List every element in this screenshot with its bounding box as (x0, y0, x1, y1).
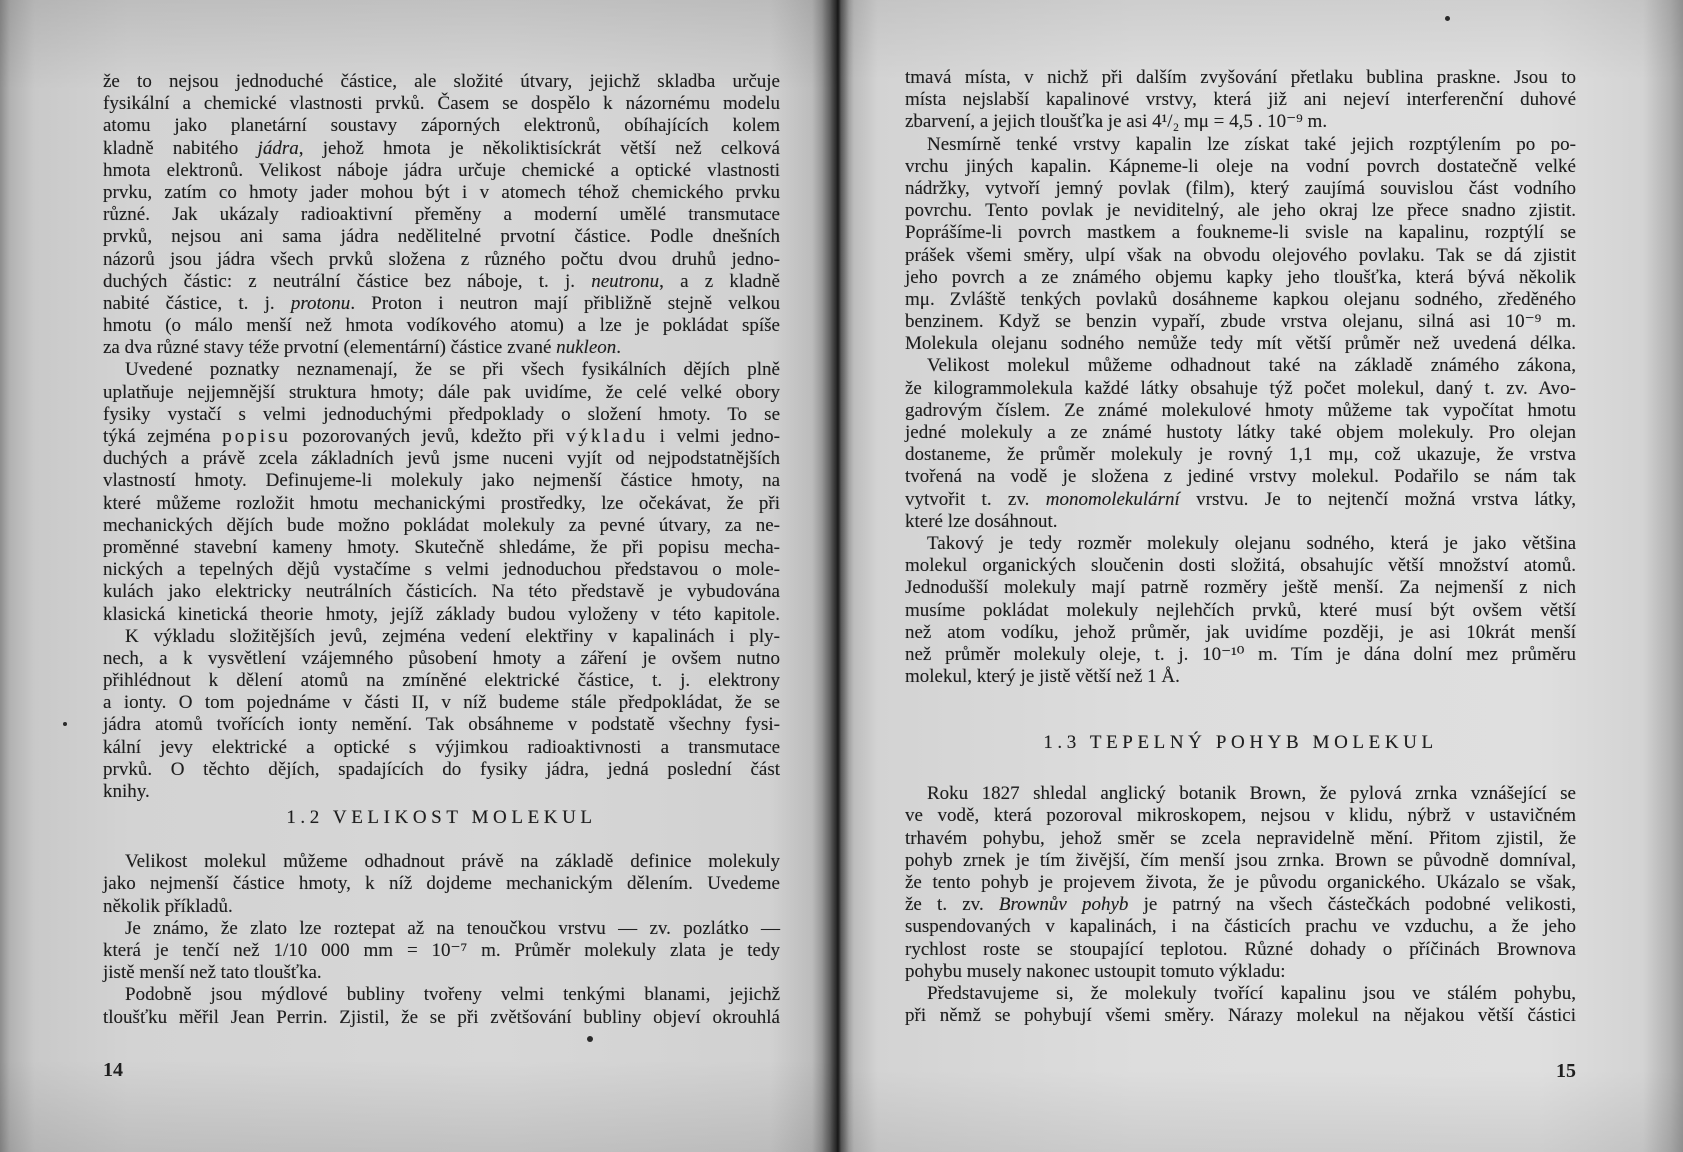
text-line: Velikost molekul můžeme odhadnout právě na základě definice molekuly (125, 851, 780, 873)
text-line: suspendovaných v kapalinách, i na částicích prachu ve vzduchu, a že jeho (905, 916, 1576, 938)
text-line: pohybu musely nakonec ustoupit tomuto výkladu: (905, 960, 1286, 982)
text-line: zbarvení, a jejich tloušťka je asi 4¹/₂ mμ = 4,5 . 10⁻⁹ m. (905, 111, 1328, 133)
text-line: že tento pohyb je projevem života, že je původu organického. Ukázalo se však, (905, 872, 1576, 893)
left-page-text (103, 71, 780, 1029)
text-line: gadrovým číslem. Ze známé molekulové hmoty můžeme tak vypočítat hmotu (905, 399, 1576, 421)
text-line: Poprášíme-li povrch mastkem a foukneme-li svisle na kapalinu, rozptýlí se (905, 222, 1576, 244)
gutter-shadow (822, 0, 854, 1152)
text-line: Velikost molekul můžeme odhadnout také na základě známého zákona, (927, 355, 1576, 377)
text-line: atomu jako planetární soustavy záporných elektronů, obíhajících kolem (103, 115, 780, 137)
text-run: za dva různé stavy téže prvotní (elementární) částice zvané (103, 337, 557, 359)
text-line: které lze dosáhnout. (905, 510, 1058, 532)
text-line: názorů jsou jádra všech prvků složena z různého počtu dvou druhů jedno- (103, 248, 780, 270)
text-line: několik příkladů. (103, 895, 233, 917)
text-line: která je tenčí než 1/10 000 mm = 10⁻⁷ m. Průměr molekuly zlata je tedy (103, 939, 780, 961)
italic-term: nukleon (556, 337, 617, 359)
italic-term: Brownův pohyb (998, 894, 1129, 916)
text-line: jádra atomů tvořících ionty nemění. Tak obsáhneme v podstatě všechny fysi- (103, 714, 780, 736)
section-heading: 1.3 TEPELNÝ POHYB MOLEKUL (1043, 732, 1438, 754)
text-run: , a z kladně (659, 270, 780, 292)
scan-speck (63, 722, 67, 726)
paragraph (103, 626, 780, 804)
text-line: Je známo, že zlato lze roztepat až na tenoučkou vrstvu — zv. pozlátko — (125, 917, 780, 939)
text-line: že to nejsou jednoduché částice, ale složité útvary, jejichž skladba určuje (103, 71, 780, 92)
text-line: fysiky vystačí s velmi jednoduchými předpoklady o složení hmoty. To se (103, 403, 780, 425)
text-line: jeho povrch a ze známého objemu kapky jeho tloušťka, která bývá několik (905, 266, 1576, 288)
right-page-text (905, 67, 1576, 1027)
text-line: jistě menší než tato tloušťka. (103, 962, 322, 984)
text-line: pohyb zrnek je tím živější, čím menší jsou zrnka. Brown se původně domníval, (905, 849, 1576, 871)
text-run: . (616, 337, 622, 359)
text-line: mμ. Zvláště tenkých povlaků dosáhneme kapkou olejanu sodného, zředěného (905, 288, 1576, 310)
text-line: hmotu (o málo menší než hmota vodíkového atomu) a lze je pokládat spíše (103, 315, 780, 337)
text-line: nech, a k vysvětlení vzájemného působení hmoty a záření je ovšem nutno (103, 647, 780, 669)
text-line (905, 489, 1576, 511)
spaced-emphasis: popisu (222, 426, 291, 447)
paragraph (905, 67, 1576, 134)
text-run: kladně nabitého (103, 137, 258, 159)
paragraph (905, 533, 1576, 688)
text-line: vlastností hmoty. Definujeme-li molekuly jako nejmenší částice hmoty, na (103, 470, 780, 492)
text-run: je patrný na všech částečkách podobné velikosti, (1128, 894, 1576, 916)
text-line: tloušťku měřil Jean Perrin. Zjistil, že se při zvětšování bubliny objeví okrouhlá (103, 1006, 780, 1028)
text-line: knihy. (103, 781, 150, 802)
text-line: kulách jako elektricky neutrálních částicích. Na této představě je vybudována (103, 581, 780, 603)
text-run: . Proton i neutron mají přibližně stejně velkou (350, 292, 780, 314)
text-line: kální jevy elektrické a optické s výjimkou radioaktivnosti a transmutace (103, 736, 780, 758)
italic-term: monomolekulární (1045, 488, 1180, 510)
text-line: molekul organických sloučenin dosti složitá, obsahujíc větší množství atomů. (905, 555, 1576, 577)
paragraph (103, 359, 780, 625)
text-run: , jehož hmota je několiktisíckrát větší než celková (298, 137, 780, 159)
text-line: molekul, který je jistě větší než 1 Å. (905, 666, 1180, 688)
text-line: povrchu. Tento povlak je neviditelný, ale jeho okraj lze přece snadno zjistit. (905, 200, 1576, 222)
right-page (838, 0, 1683, 1152)
paragraph (905, 783, 1576, 983)
paragraph (905, 134, 1576, 356)
text-run: duchých částic: z neutrální částice bez náboje, t. j. (103, 270, 592, 292)
text-line: než průměr molekuly oleje, t. j. 10⁻¹⁰ m. Tím je dána dolní mez průměru (905, 643, 1576, 665)
spaced-emphasis: výkladu (565, 426, 649, 447)
scan-speck (1445, 16, 1450, 21)
text-line: klasická kinetická theorie hmoty, jejíž základy budou vyloženy v této kapitole. (103, 603, 780, 625)
text-line: Nesmírně tenké vrstvy kapalin lze získat také jejich rozptýlením po po- (927, 133, 1576, 155)
text-line: hmota elektronů. Velikost náboje jádra určuje chemické a optické vlastnosti (103, 159, 780, 181)
text-line: při němž se pohybují všemi směry. Nárazy molekul na nějakou větší částici (905, 1005, 1576, 1027)
text-line: K výkladu složitějších jevů, zejména vedení elektřiny v kapalinách i ply- (125, 625, 780, 647)
text-line: vrchu jiných kapalin. Kápneme-li oleje na vodní povrch dostatečně velké (905, 155, 1576, 177)
page-number: 15 (1556, 1060, 1576, 1082)
text-run: vytvořit t. zv. (905, 488, 1046, 510)
text-line: že kilogrammolekula každé látky obsahuje týž počet molekul, daný t. zv. Avo- (905, 377, 1576, 399)
text-line: Molekula olejanu sodného nemůže tedy mít větší průměr než uvedená délka. (905, 333, 1576, 355)
text-line: trhavém pohybu, jehož směr se zcela nepravidelně mění. Přitom zjistil, že (905, 827, 1576, 849)
paragraph (905, 983, 1576, 1027)
text-run: že t. zv. (905, 894, 999, 916)
text-line: proměnné stavební kameny hmoty. Skutečně shledáme, že při popisu mecha- (103, 536, 780, 558)
text-line: prvků, nejsou ani sama jádra nedělitelné prvotní částice. Podle dnešních (103, 226, 780, 248)
text-line: Jednodušší molekuly mají patrně rozměry ještě menší. Za nejmenší z nich (905, 577, 1576, 599)
text-run: i velmi jedno- (648, 426, 780, 447)
paragraph (103, 984, 780, 1028)
text-line: jako nejmenší částice hmoty, k níž dojdeme mechanickým dělením. Uvedeme (103, 873, 780, 895)
text-line: dostaneme, že průměr molekuly je rovný 1,1 mμ, což ukazuje, že vrstva (905, 444, 1576, 466)
italic-term: neutronu (591, 270, 660, 292)
text-line: uplatňuje nejjemnější struktura hmoty; dále pak uvidíme, že celé velké obory (103, 381, 780, 403)
text-line: prvků. O těchto dějích, spadajících do fysiky jádra, jedná poslední část (103, 758, 780, 780)
text-run: nabité částice, t. j. (103, 292, 291, 314)
text-line: benzinem. Když se benzin vypaří, zbude vrstva olejanu, silná asi 10⁻⁹ m. (905, 311, 1576, 333)
text-line: tmavá místa, v nichž při dalším zvyšování přetlaku bublina praskne. Jsou to (905, 67, 1576, 88)
text-line: přihlédnout k dělení atomů na zmíněné elektrické částice, t. j. elektrony (103, 670, 780, 692)
paragraph (905, 355, 1576, 533)
text-line: nických a tepelných dějů vystačíme s velmi jednoduchou představou o mole- (103, 559, 780, 581)
text-run: vrstvu. Je to nejtenčí možná vrstva látky, (1179, 488, 1576, 510)
text-line (103, 271, 780, 293)
text-line: prvku, zatím co hmoty jader mohou být i v atomech téhož chemického prvku (103, 181, 780, 203)
text-line: mechanických dějích bude možno pokládat molekuly za pevné útvary, za ne- (103, 514, 780, 536)
text-line: duchých a právě zcela základních jevů jsme nuceni vyjít od nejpodstatnějších (103, 448, 780, 470)
text-line: prášek všemi směry, ulpí však na obvodu olejového povlaku. Tak se dá zjistit (905, 244, 1576, 266)
text-line: Roku 1827 shledal anglický botanik Brown, že pylová zrnka vznášející se (927, 783, 1576, 805)
text-line: a ionty. O tom pojednáme v části II, v níž budeme stále předpokládat, že se (103, 692, 780, 714)
text-line: Takový je tedy rozměr molekuly olejanu sodného, která je jako většina (927, 532, 1576, 554)
text-run: týká zejména (103, 426, 223, 447)
italic-term: jádra (257, 137, 299, 159)
scan-speck (587, 1036, 593, 1042)
text-line (905, 894, 1576, 916)
text-line (103, 337, 780, 359)
page-number: 14 (103, 1059, 123, 1081)
text-line: fysikální a chemické vlastnosti prvků. Časem se dospělo k názornému modelu (103, 93, 780, 115)
text-line: Uvedené poznatky neznamenají, že se při všech fysikálních dějích plně (125, 359, 780, 381)
text-line: rychlost roste se stoupající teplotou. Různé dohady o příčinách Brownova (905, 938, 1576, 960)
text-line (103, 293, 780, 315)
text-line: než atom vodíku, jehož průměr, jak uvidíme později, je asi 10krát menší (905, 621, 1576, 643)
text-run: pozorovaných jevů, kdežto při (290, 426, 566, 447)
text-line: ve vodě, která pozoroval mikroskopem, nejsou v klidu, nýbrž v ustavičném (905, 805, 1576, 827)
text-line (103, 138, 780, 160)
italic-term: protonu (290, 292, 351, 314)
text-line: Představujeme si, že molekuly tvořící kapalinu jsou ve stálém pohybu, (927, 982, 1576, 1004)
text-line: různé. Jak ukázaly radioaktivní přeměny a moderní umělé transmutace (103, 204, 780, 226)
text-line: které můžeme rozložit hmotu mechanickými prostředky, lze očekávat, že při (103, 492, 780, 514)
section-heading: 1.2 VELIKOST MOLEKUL (286, 807, 597, 829)
text-line: tvořená na vodě je složena z jediné vrstvy molekul. Podařilo se nám tak (905, 466, 1576, 488)
text-line (103, 426, 780, 448)
text-line: místa nejslabší kapalinové vrstvy, která již ani nejeví interferenční duhové (905, 89, 1576, 111)
left-page (0, 0, 838, 1152)
paragraph (103, 918, 780, 985)
text-line: musíme pokládat molekuly nejlehčích prvků, které musí být ovšem větší (905, 599, 1576, 621)
text-line: Podobně jsou mýdlové bubliny tvořeny velmi tenkými blanami, jejichž (125, 984, 780, 1006)
paragraph (103, 851, 780, 918)
paragraph (103, 71, 780, 359)
text-line: nádržky, vytvoří jemný povlak (film), který zaujímá souvislou část vodního (905, 177, 1576, 199)
text-line: jedné molekuly a ze známé hustoty látky také objem molekuly. Pro olejan (905, 422, 1576, 443)
